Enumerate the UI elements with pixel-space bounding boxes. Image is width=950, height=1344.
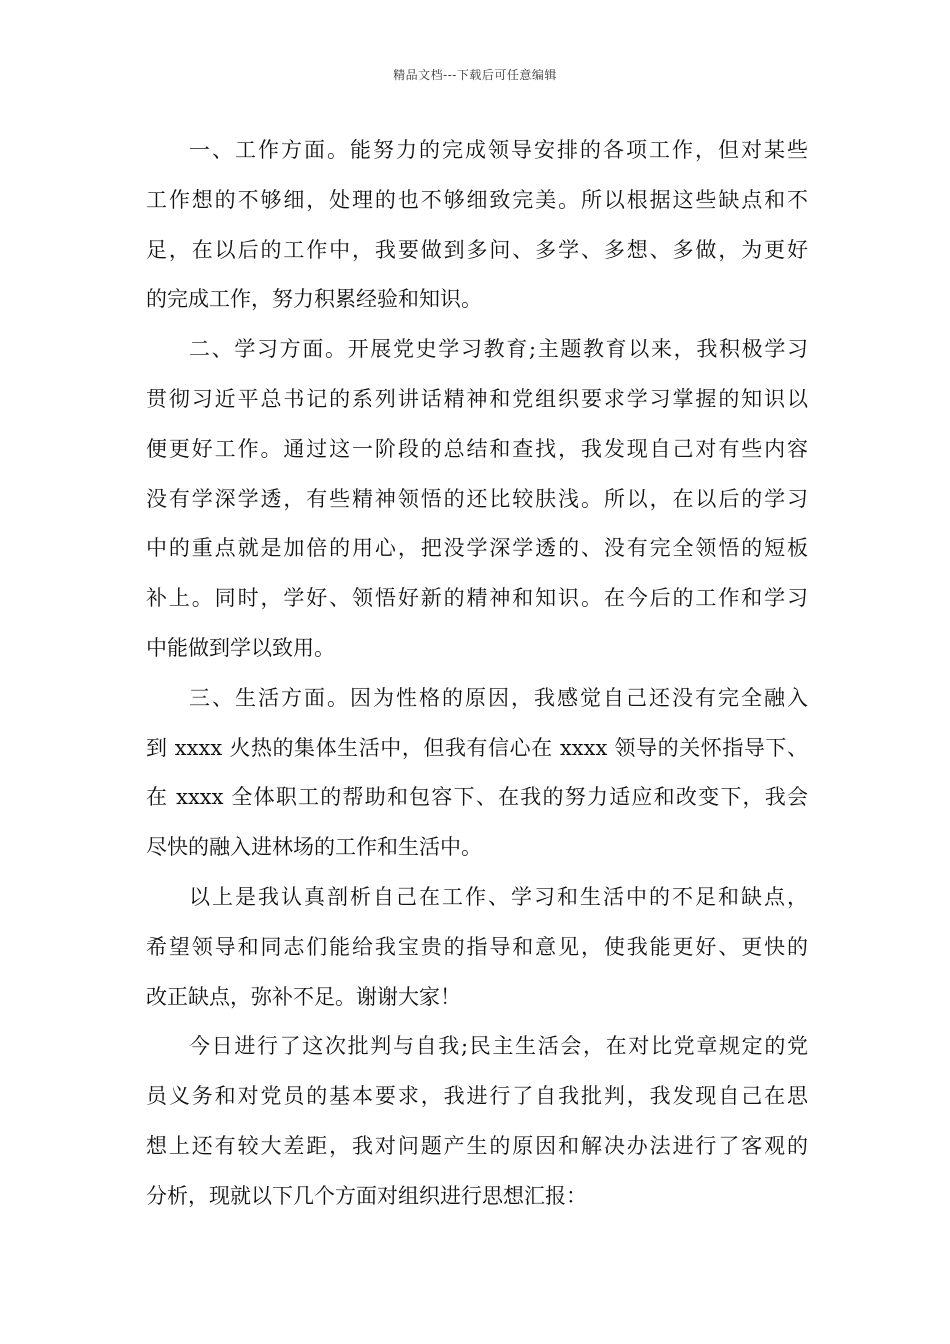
text-line: 分析，现就以下几个方面对组织进行思想汇报： — [146, 1183, 587, 1208]
text-line: 想上还有较大差距，我对问题产生的原因和解决办法进行了客观的 — [146, 1133, 808, 1158]
text-line: 中的重点就是加倍的用心，把没学深学透的、没有完全领悟的短板 — [146, 536, 808, 561]
text-line: 以上是我认真剖析自己在工作、学习和生活中的不足和缺点， — [189, 884, 808, 909]
text-line: 三、生活方面。因为性格的原因，我感觉自己还没有完全融入 — [189, 685, 808, 710]
text-line: 工作想的不够细，处理的也不够细致完美。所以根据这些缺点和不 — [146, 187, 808, 212]
text-line: 没有学深学透，有些精神领悟的还比较肤浅。所以，在以后的学习 — [146, 486, 808, 511]
paragraph-study — [146, 325, 808, 674]
page-header: 精品文档---下载后可任意编辑 — [393, 68, 557, 82]
text-line: 在 xxxx 全体职工的帮助和包容下、在我的努力适应和改变下，我会 — [146, 785, 808, 810]
text-line: 便更好工作。通过这一阶段的总结和查找，我发现自己对有些内容 — [146, 436, 808, 461]
text-line: 今日进行了这次批判与自我;民主生活会，在对比党章规定的党 — [189, 1034, 808, 1059]
text-line: 足，在以后的工作中，我要做到多问、多学、多想、多做，为更好 — [146, 237, 808, 262]
text-line: 二、学习方面。开展党史学习教育;主题教育以来，我积极学习 — [189, 337, 808, 362]
paragraph-life — [146, 674, 808, 873]
text-line: 到 xxxx 火热的集体生活中，但我有信心在 xxxx 领导的关怀指导下、 — [146, 735, 808, 760]
text-line: 一、工作方面。能努力的完成领导安排的各项工作，但对某些 — [189, 138, 808, 162]
paragraph-meeting — [146, 1022, 808, 1221]
document-body — [146, 126, 808, 1222]
text-line: 的完成工作，努力积累经验和知识。 — [146, 287, 482, 312]
text-line: 中能做到学以致用。 — [146, 635, 335, 660]
paragraph-summary — [146, 873, 808, 1022]
text-line: 改正缺点，弥补不足。谢谢大家！ — [146, 984, 461, 1009]
paragraph-work — [146, 126, 808, 325]
text-line: 员义务和对党员的基本要求，我进行了自我批判，我发现自己在思 — [146, 1084, 808, 1109]
text-line: 贯彻习近平总书记的系列讲话精神和党组织要求学习掌握的知识以 — [146, 386, 808, 411]
text-line: 希望领导和同志们能给我宝贵的指导和意见，使我能更好、更快的 — [146, 934, 808, 959]
text-line: 尽快的融入进林场的工作和生活中。 — [146, 835, 482, 860]
text-line: 补上。同时，学好、领悟好新的精神和知识。在今后的工作和学习 — [146, 586, 808, 611]
